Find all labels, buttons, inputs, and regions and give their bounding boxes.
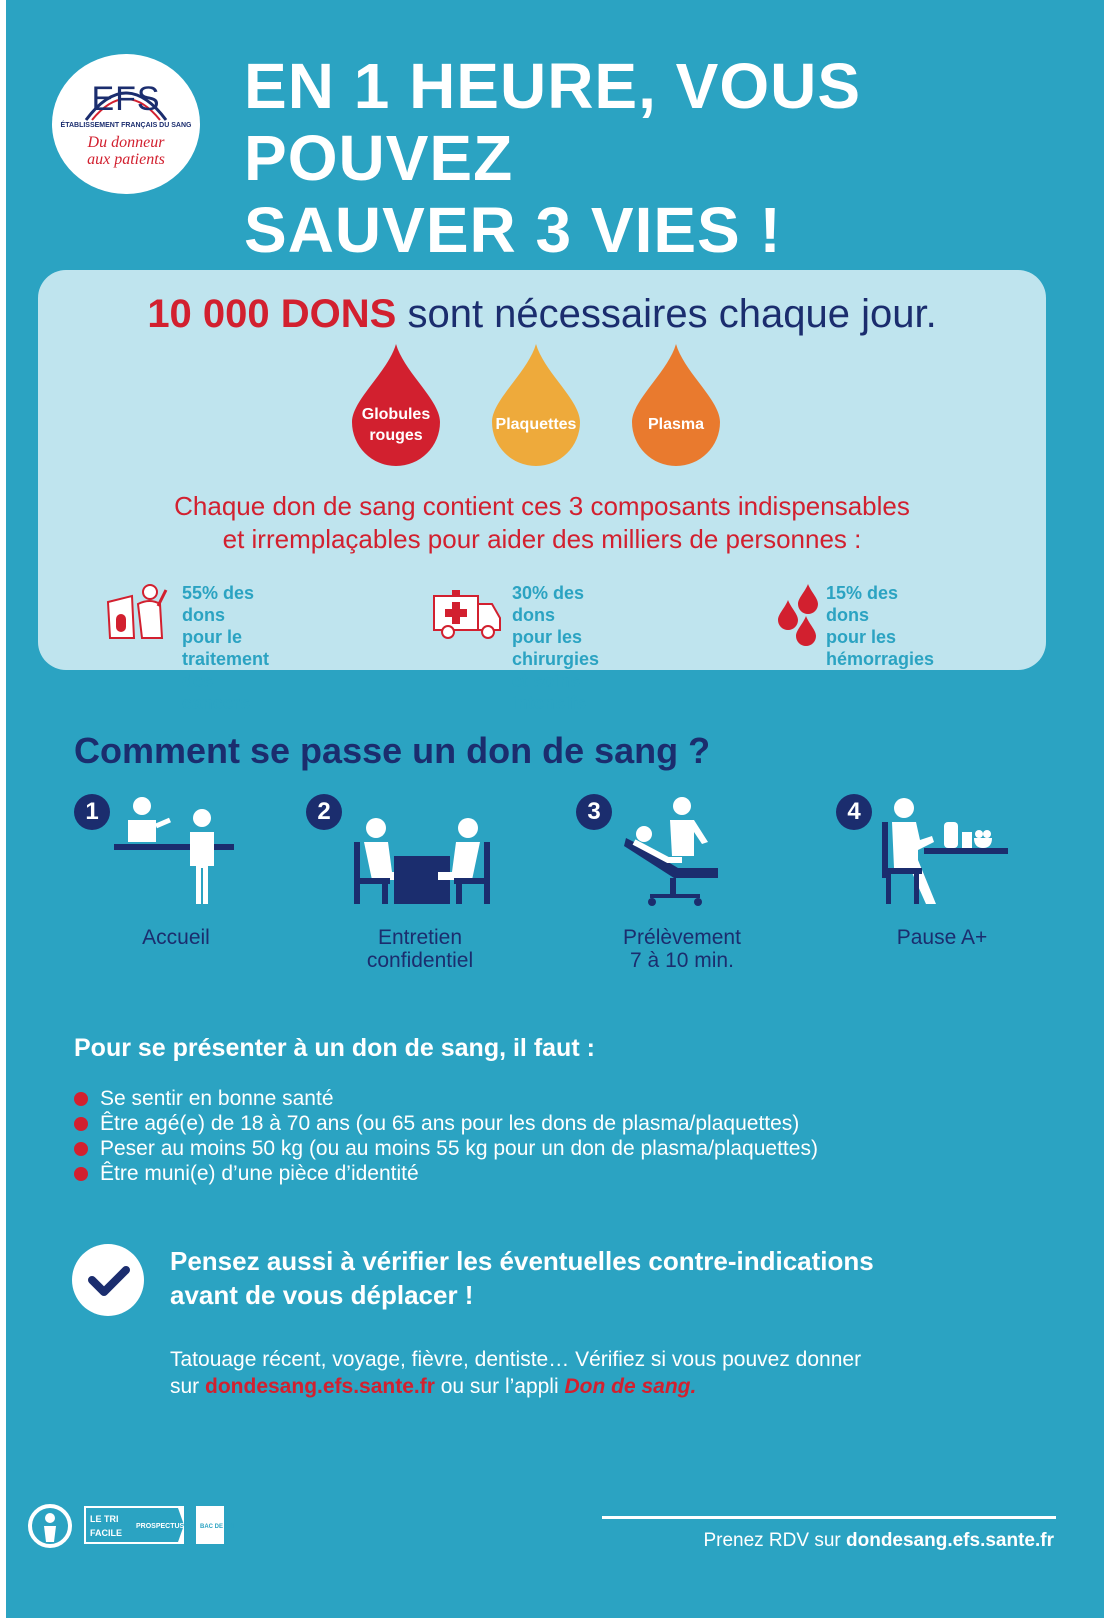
step-number-4: 4	[836, 794, 872, 830]
svg-text:LE TRI: LE TRI	[90, 1514, 119, 1524]
svg-text:FACILE: FACILE	[90, 1528, 123, 1538]
requirements-list	[74, 1086, 818, 1186]
headline-line2: SAUVER 3 VIES !	[244, 194, 782, 266]
app-name: Don de sang.	[564, 1375, 697, 1398]
step-label-entretien: Entretien confidentiel	[366, 926, 474, 972]
bullet-icon	[74, 1117, 88, 1131]
recycling-logo	[28, 1498, 235, 1554]
orange-drop-icon	[628, 342, 724, 468]
logo-name: EFS	[91, 80, 161, 118]
logo-tagline: Du donneur aux patients	[87, 134, 165, 168]
bullet-icon	[74, 1142, 88, 1156]
bullet-icon	[74, 1167, 88, 1181]
step-label-accueil: Accueil	[142, 926, 210, 949]
bullet-icon	[74, 1092, 88, 1106]
snack-break-icon	[880, 796, 1010, 908]
check-icon	[72, 1244, 144, 1316]
step-number-2: 2	[306, 794, 342, 830]
efs-logo	[52, 54, 200, 194]
drop-globules-rouges: Globules rouges	[348, 342, 444, 468]
footer-divider	[602, 1516, 1056, 1519]
blood-draw-icon	[622, 796, 742, 908]
components-panel: 10 000 DONS sont nécessaires chaque jour. Globules rouges Plaquettes Plasma Chaque don de sang contient ces 3 composants indispensables et irremplaçables pour aider des milliers de personnes : 55% des dons pour le traitement des cancers 30% des dons pour les chirurgies et soins intensifs 15% des dons pour les hémorragies	[38, 270, 1046, 670]
appointment-link[interactable]: dondesang.efs.sante.fr	[846, 1530, 1054, 1551]
svg-text:PROSPECTUS: PROSPECTUS	[136, 1523, 185, 1530]
list-item: Être agé(e) de 18 à 70 ans (ou 65 ans pour les dons de plasma/plaquettes)	[74, 1111, 818, 1136]
logo-subtitle: ÉTABLISSEMENT FRANÇAIS DU SANG	[60, 122, 192, 129]
components-description: Chaque don de sang contient ces 3 composants indispensables et irremplaçables pour aider des milliers de personnes :	[174, 491, 910, 554]
contraindications-text: Tatouage récent, voyage, fièvre, dentiste… Vérifiez si vous pouvez donner sur dondesang.efs.sante.fr ou sur l’appli Don de sang.	[170, 1348, 862, 1398]
how-title: Comment se passe un don de sang ?	[74, 730, 711, 771]
headline	[244, 50, 1064, 266]
poster	[6, 0, 1104, 1618]
reception-icon	[110, 796, 240, 908]
headline-line1: EN 1 HEURE, VOUS POUVEZ	[244, 50, 862, 194]
step-label-pause: Pause A+	[896, 926, 988, 949]
website-link[interactable]: dondesang.efs.sante.fr	[205, 1375, 435, 1398]
list-item: Se sentir en bonne santé	[74, 1086, 818, 1111]
patient-icon	[102, 582, 168, 644]
appointment-cta: Prenez RDV sur dondesang.efs.sante.fr	[703, 1530, 1054, 1551]
drop-plaquettes: Plaquettes	[488, 342, 584, 468]
interview-icon	[352, 816, 492, 910]
blood-drops-icon	[778, 584, 828, 644]
dons-heading: 10 000 DONS sont nécessaires chaque jour.	[147, 292, 937, 336]
yellow-drop-icon	[488, 342, 584, 468]
step-number-1: 1	[74, 794, 110, 830]
step-label-prelevement: Prélèvement 7 à 10 min.	[623, 926, 741, 972]
step-number-3: 3	[576, 794, 612, 830]
ambulance-icon	[432, 586, 502, 642]
requirements-title: Pour se présenter à un don de sang, il faut :	[74, 1034, 595, 1062]
list-item: Être muni(e) d’une pièce d’identité	[74, 1161, 818, 1186]
list-item: Peser au moins 50 kg (ou au moins 55 kg pour un don de plasma/plaquettes)	[74, 1136, 818, 1161]
svg-text:BAC DE TRI: BAC DE TRI	[200, 1524, 235, 1530]
contraindications-warning: Pensez aussi à vérifier les éventuelles contre-indications avant de vous déplacer !	[170, 1246, 874, 1310]
drop-plasma: Plasma	[628, 342, 724, 468]
